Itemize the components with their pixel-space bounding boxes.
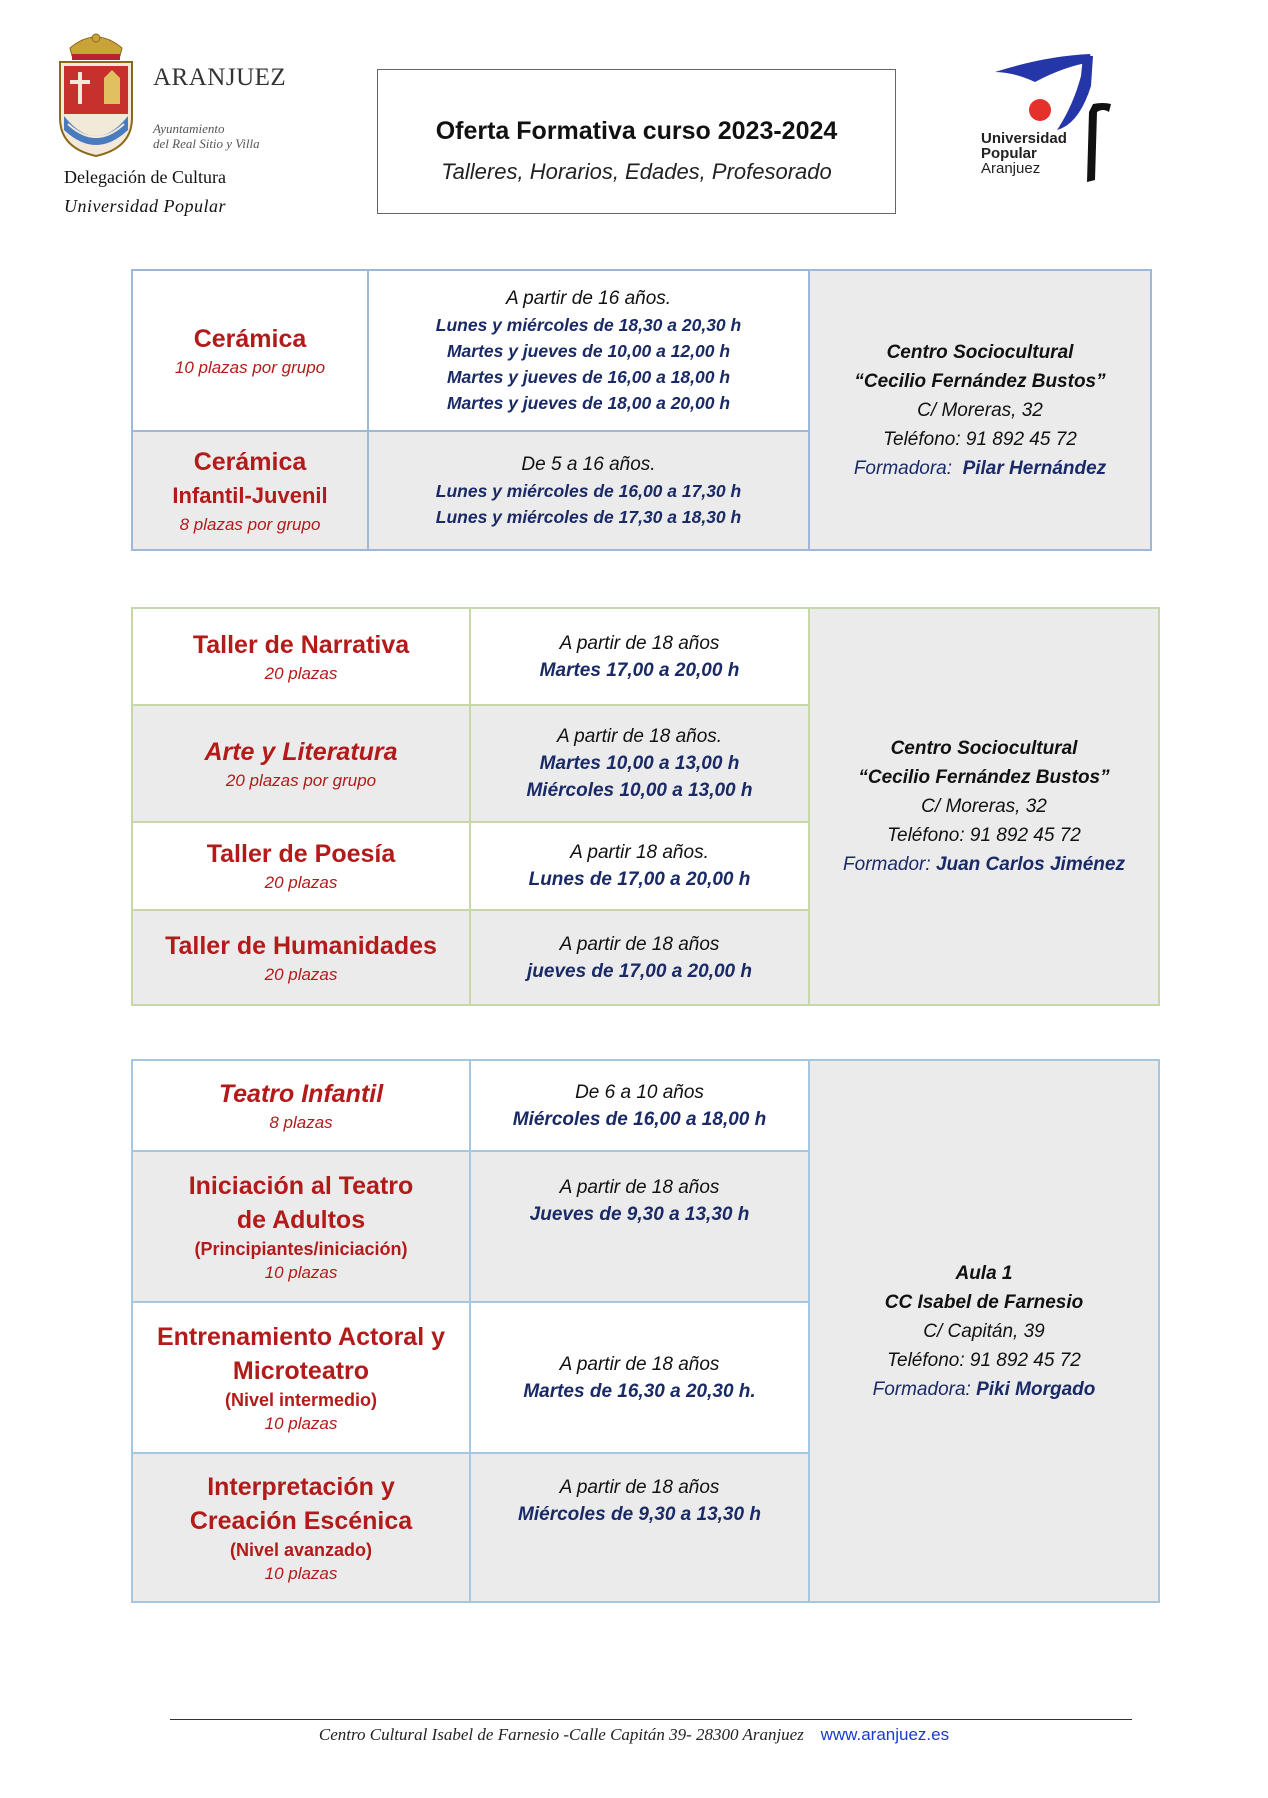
teacher-name: Juan Carlos Jiménez <box>935 854 1125 875</box>
workshop-places: 8 plazas por grupo <box>179 514 321 534</box>
delegation-line-2: Universidad Popular <box>64 196 226 216</box>
up-wordmark-line-2: Popular <box>981 145 1037 162</box>
workshop-cell <box>132 1151 470 1302</box>
ceramica-table <box>131 269 1152 551</box>
up-wordmark-line-1: Universidad <box>981 130 1067 147</box>
age-range: A partir de 18 años <box>559 1477 720 1498</box>
footer-divider <box>170 1719 1132 1720</box>
workshop-name-line-2: de Adultos <box>236 1205 366 1234</box>
age-range: De 6 a 10 años <box>575 1081 704 1103</box>
schedule-line: Martes de 16,30 a 20,30 h. <box>523 1380 756 1402</box>
page-title: Oferta Formativa curso 2023-2024 <box>435 117 838 145</box>
workshop-cell <box>132 1302 470 1453</box>
age-range: A partir de 18 años <box>559 1177 720 1198</box>
literatura-table <box>131 607 1160 1006</box>
schedule-cell <box>470 910 809 1005</box>
workshop-places: 10 plazas <box>264 1413 338 1433</box>
schedule-line: Miércoles de 9,30 a 13,30 h <box>518 1504 761 1525</box>
aranjuez-crest-logo <box>50 26 142 158</box>
page-subtitle: Talleres, Horarios, Edades, Profesorado <box>441 159 832 184</box>
schedule-line: Martes 10,00 a 13,00 h <box>539 753 740 774</box>
schedule-line: Martes y jueves de 16,00 a 18,00 h <box>446 367 731 387</box>
footer-website-link[interactable]: www.aranjuez.es <box>820 1725 950 1744</box>
location-center: Centro Sociocultural <box>886 341 1074 363</box>
schedule-line: jueves de 17,00 a 20,00 h <box>527 960 752 982</box>
schedule-line: Miércoles 10,00 a 13,00 h <box>526 780 753 801</box>
workshop-cell <box>132 1060 470 1151</box>
schedule-line: Lunes de 17,00 a 20,00 h <box>528 869 751 890</box>
location-info <box>810 734 1158 879</box>
schedule-line: Martes y jueves de 10,00 a 12,00 h <box>446 341 731 361</box>
location-room: Aula 1 <box>955 1262 1013 1284</box>
workshop-name: Cerámica <box>193 324 307 353</box>
universidad-popular-wordmark <box>981 131 1067 176</box>
workshop-places: 8 plazas <box>269 1112 333 1132</box>
teacher-label: Formadora: <box>872 1378 971 1400</box>
location-info <box>810 338 1150 483</box>
teacher-line <box>810 1375 1158 1404</box>
schedule-line: Lunes y miércoles de 16,00 a 17,30 h <box>435 481 742 501</box>
workshop-level: (Nivel avanzado) <box>229 1539 373 1560</box>
location-center: Centro Sociocultural <box>890 738 1078 759</box>
workshop-cell <box>132 608 470 705</box>
workshop-cell <box>132 822 470 910</box>
schedule-line: Miércoles de 16,00 a 18,00 h <box>512 1108 767 1130</box>
workshop-cell <box>132 1453 470 1602</box>
workshop-places: 10 plazas por grupo <box>174 357 326 377</box>
workshop-name: Entrenamiento Actoral y <box>156 1322 446 1351</box>
location-street: C/ Moreras, 32 <box>921 796 1047 817</box>
delegation <box>64 163 226 221</box>
workshop-places: 20 plazas <box>264 964 338 984</box>
teacher-line <box>810 454 1150 483</box>
location-info <box>810 1259 1158 1404</box>
schedule-line: Lunes y miércoles de 18,30 a 20,30 h <box>435 315 742 335</box>
location-street: C/ Capitán, 39 <box>923 1320 1045 1342</box>
workshop-places: 20 plazas <box>264 873 338 892</box>
age-range: A partir de 16 años. <box>505 288 672 309</box>
location-phone: Teléfono: 91 892 45 72 <box>887 1349 1081 1371</box>
age-range: A partir de 18 años. <box>556 726 723 747</box>
footer-address: Centro Cultural Isabel de Farnesio -Calle Capitán 39- 28300 Aranjuez <box>318 1725 804 1744</box>
teacher-label: Formador: <box>843 854 931 875</box>
org-subtitle-line-1: Ayuntamiento <box>153 121 225 136</box>
teacher-label: Formadora: <box>853 457 953 479</box>
schedule-cell <box>470 1453 809 1602</box>
workshop-name: Arte y Literatura <box>204 737 398 766</box>
location-cell <box>809 1060 1159 1602</box>
up-wordmark-line-3: Aranjuez <box>981 160 1041 177</box>
location-center: CC Isabel de Farnesio <box>884 1291 1084 1313</box>
location-cell <box>809 270 1151 550</box>
teatro-table <box>131 1059 1160 1603</box>
age-range: A partir 18 años. <box>570 842 709 863</box>
teacher-line <box>810 850 1158 879</box>
table-row <box>132 608 1159 705</box>
workshop-cell <box>132 705 470 822</box>
workshop-name: Iniciación al Teatro <box>188 1171 414 1200</box>
workshop-name: Taller de Humanidades <box>165 931 437 960</box>
workshop-name: Interpretación y <box>207 1472 395 1501</box>
age-range: De 5 a 16 años. <box>521 454 656 475</box>
schedule-cell <box>470 705 809 822</box>
location-phone: Teléfono: 91 892 45 72 <box>887 825 1081 846</box>
workshop-cell <box>132 431 368 550</box>
org-subtitle-line-2: del Real Sitio y Villa <box>153 136 260 151</box>
workshop-name-line-2: Creación Escénica <box>189 1506 413 1535</box>
workshop-places: 20 plazas <box>264 663 338 683</box>
schedule-line: Lunes y miércoles de 17,30 a 18,30 h <box>435 507 742 527</box>
table-row <box>132 270 1151 431</box>
workshop-cell <box>132 270 368 431</box>
workshop-name: Teatro Infantil <box>218 1079 384 1108</box>
location-street: C/ Moreras, 32 <box>917 399 1043 421</box>
age-range: A partir de 18 años <box>559 632 720 654</box>
delegation-line-1: Delegación de Cultura <box>64 167 226 187</box>
teacher-name: Pilar Hernández <box>962 457 1107 479</box>
workshop-name-line-2: Infantil-Juvenil <box>172 482 328 508</box>
org-subtitle <box>153 121 260 151</box>
table-row <box>132 1060 1159 1151</box>
schedule-line: Jueves de 9,30 a 13,30 h <box>529 1204 750 1225</box>
location-phone: Teléfono: 91 892 45 72 <box>883 428 1077 450</box>
title-box <box>377 69 896 214</box>
schedule-cell <box>470 608 809 705</box>
workshop-places: 20 plazas por grupo <box>225 770 377 790</box>
workshop-name: Taller de Narrativa <box>192 630 410 659</box>
age-range: A partir de 18 años <box>559 1353 720 1375</box>
schedule-cell <box>470 1302 809 1453</box>
location-center-name: “Cecilio Fernández Bustos” <box>858 767 1110 788</box>
schedule-line: Martes 17,00 a 20,00 h <box>539 659 740 681</box>
workshop-name: Cerámica <box>193 447 307 476</box>
footer <box>0 1725 1268 1745</box>
location-cell <box>809 608 1159 1005</box>
workshop-cell <box>132 910 470 1005</box>
schedule-line: Martes y jueves de 18,00 a 20,00 h <box>446 393 731 413</box>
schedule-cell <box>368 270 809 431</box>
workshop-level: (Principiantes/iniciación) <box>194 1238 408 1259</box>
age-range: A partir de 18 años <box>559 933 720 955</box>
workshop-name: Taller de Poesía <box>206 840 396 868</box>
teacher-name: Piki Morgado <box>976 1378 1096 1400</box>
org-name: ARANJUEZ <box>153 64 287 91</box>
schedule-cell <box>470 1151 809 1302</box>
schedule-cell <box>470 1060 809 1151</box>
workshop-places: 10 plazas <box>264 1563 338 1583</box>
location-center-name: “Cecilio Fernández Bustos” <box>854 370 1106 392</box>
workshop-name-line-2: Microteatro <box>232 1356 370 1385</box>
workshop-places: 10 plazas <box>264 1262 338 1282</box>
schedule-cell <box>470 822 809 910</box>
workshop-level: (Nivel intermedio) <box>224 1389 378 1410</box>
schedule-cell <box>368 431 809 550</box>
